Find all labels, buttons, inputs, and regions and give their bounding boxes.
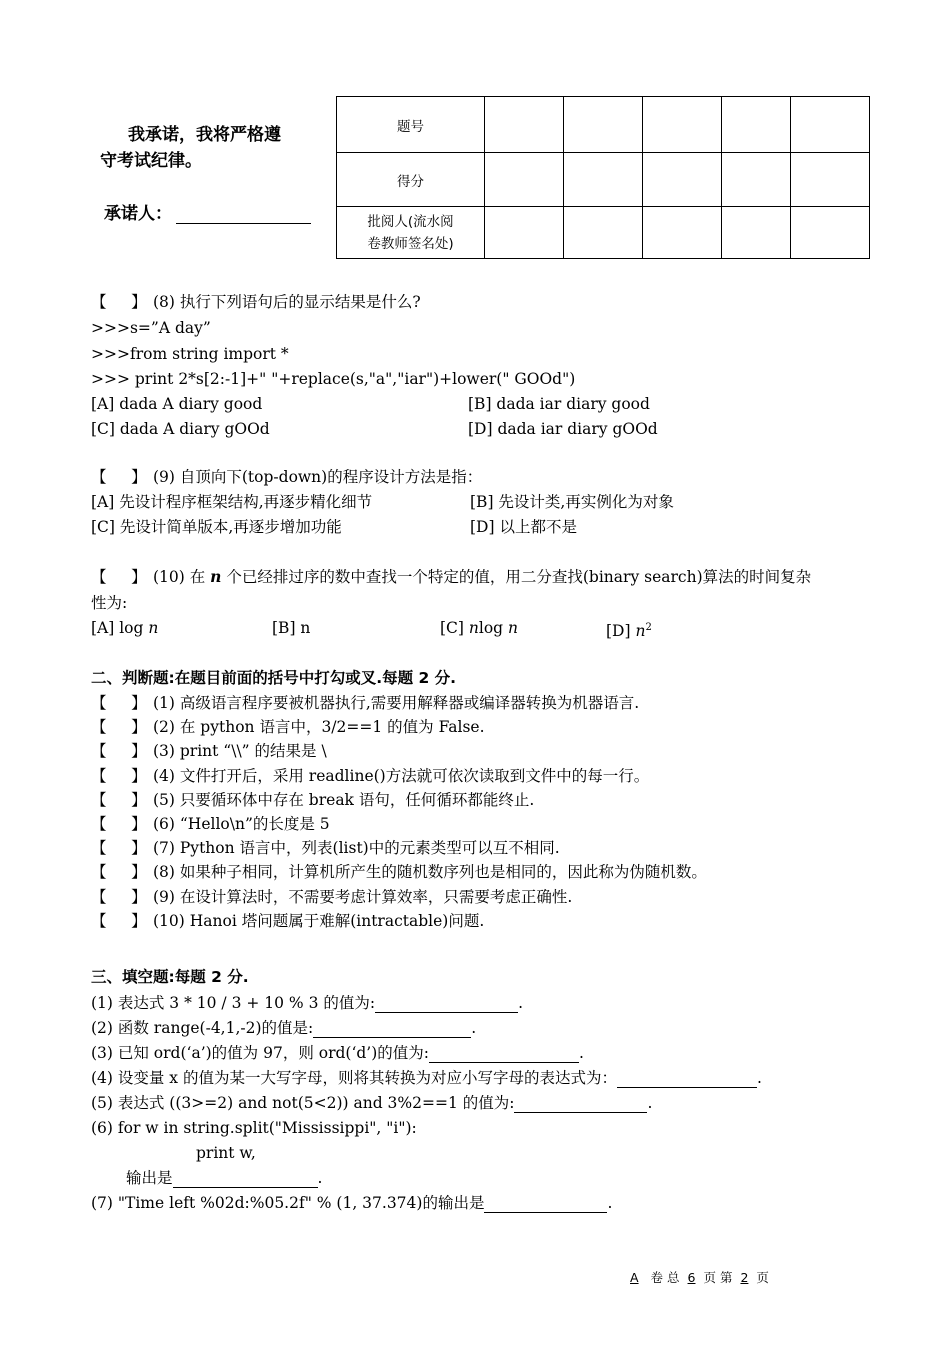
grader-label-line-1: 批阅人(流水阅 — [367, 213, 454, 230]
true-false-item — [91, 887, 572, 907]
true-false-text: (1) 高级语言程序要被机器执行,需要用解释器或编译器转换为机器语言. — [153, 694, 640, 712]
true-false-text: (8) 如果种子相同，计算机所产生的随机数序列也是相同的，因此称为伪随机数。 — [153, 863, 707, 882]
cell — [722, 97, 791, 153]
fill-blank-3: (3) 已知 ord(‘a’)的值为 97，则 ord(‘d’)的值为: . — [91, 1044, 584, 1062]
answer-bracket[interactable]: 【 】 — [91, 815, 147, 833]
row-question-number-label: 题号 — [337, 97, 485, 153]
answer-bracket[interactable]: 【 】 — [91, 293, 147, 311]
question-10-option-a: [A] log n — [91, 619, 159, 637]
answer-blank[interactable] — [375, 996, 518, 1013]
answer-bracket[interactable]: 【 】 — [91, 911, 147, 930]
answer-bracket[interactable]: 【 】 — [91, 790, 147, 809]
answer-bracket[interactable]: 【 】 — [91, 568, 147, 586]
page-footer — [622, 1268, 769, 1286]
answer-blank[interactable] — [173, 1171, 318, 1188]
question-8-option-b: [B] dada iar diary good — [468, 395, 650, 413]
cell — [485, 153, 564, 207]
answer-blank[interactable] — [429, 1046, 579, 1063]
question-8-stem: 【 】 (8) 执行下列语句后的显示结果是什么? — [91, 293, 421, 311]
fill-blank-5: (5) 表达式 ((3>=2) and not(5<2)) and 3%2==1 的值为: . — [91, 1094, 653, 1112]
question-8-code-1: >>>s=”A day” — [91, 319, 211, 337]
row-grader-label — [337, 207, 485, 259]
true-false-text: (10) Hanoi 塔问题属于难解(intractable)问题. — [153, 911, 485, 930]
true-false-text: (3) print “\\” 的结果是 \ — [153, 742, 327, 761]
true-false-text: (7) Python 语言中，列表(list)中的元素类型可以互不相同. — [153, 839, 560, 858]
cell — [791, 207, 870, 259]
cell — [643, 207, 722, 259]
true-false-item — [91, 693, 639, 713]
section-2-heading: 二、判断题:在题目前面的括号中打勾或叉.每题 2 分. — [91, 669, 457, 687]
cell — [722, 153, 791, 207]
question-9-option-d: [D] 以上都不是 — [470, 518, 577, 536]
question-8-code-3: >>> print 2*s[2:-1]+" "+replace(s,"a","iar")+lower(" GOOd") — [91, 370, 576, 388]
question-10-stem: 【 】 (10) 在 n 个已经排过序的数中查找一个特定的值，用二分查找(binary search)算法的时间复杂 — [91, 567, 812, 586]
cell — [564, 207, 643, 259]
answer-bracket[interactable]: 【 】 — [91, 468, 147, 486]
footer-text: 页 — [756, 1270, 769, 1285]
grader-label-line-2: 卷教师签名处) — [367, 235, 454, 252]
answer-bracket[interactable]: 【 】 — [91, 694, 147, 712]
total-pages: 6 — [687, 1270, 696, 1285]
cell — [643, 97, 722, 153]
question-9-option-a: [A] 先设计程序框架结构,再逐步精化细节 — [91, 493, 373, 511]
section-3-heading: 三、填空题:每题 2 分. — [91, 968, 249, 986]
fill-blank-7: (7) "Time left %02d:%05.2f" % (1, 37.374)的输出是 . — [91, 1194, 613, 1212]
question-9-stem: 【 】 (9) 自顶向下(top-down)的程序设计方法是指： — [91, 468, 483, 486]
answer-blank[interactable] — [484, 1196, 607, 1213]
pledge-line-2: 守考试纪律。 — [100, 151, 202, 171]
question-10-stem-line-2: 性为: — [91, 594, 128, 612]
true-false-text: (6) “Hello\n”的长度是 5 — [153, 815, 330, 833]
footer-text: 卷 总 — [650, 1270, 680, 1285]
footer-text: 页 第 — [703, 1270, 733, 1285]
cell — [564, 153, 643, 207]
answer-blank[interactable] — [514, 1096, 647, 1113]
pledge-signer — [104, 199, 311, 224]
true-false-item — [91, 741, 327, 761]
pledge-statement — [100, 122, 315, 174]
answer-bracket[interactable]: 【 】 — [91, 766, 147, 785]
cell — [485, 207, 564, 259]
true-false-item — [91, 717, 485, 737]
question-10-option-d: [D] $n^2$ — [606, 622, 652, 641]
true-false-item — [91, 766, 649, 786]
true-false-item — [91, 790, 534, 810]
score-table — [336, 96, 870, 259]
row-score-label: 得分 — [337, 153, 485, 207]
answer-bracket[interactable]: 【 】 — [91, 742, 147, 761]
page-number: 2 — [740, 1270, 749, 1285]
question-10-option-b: [B] n — [272, 619, 311, 637]
question-10-option-c: [C] nlog n — [440, 619, 518, 637]
question-9-option-b: [B] 先设计类,再实例化为对象 — [470, 493, 674, 511]
true-false-item — [91, 862, 707, 882]
cell — [564, 97, 643, 153]
cell — [485, 97, 564, 153]
answer-bracket[interactable]: 【 】 — [91, 887, 147, 906]
fill-blank-6-code-1: (6) for w in string.split("Mississippi", "i"): — [91, 1119, 417, 1137]
fill-blank-6-code-2: print w, — [196, 1144, 256, 1162]
fill-blank-2: (2) 函数 range(-4,1,-2)的值是: . — [91, 1019, 477, 1037]
true-false-text: (5) 只要循环体中存在 break 语句，任何循环都能终止. — [153, 790, 535, 809]
fill-blank-1: (1) 表达式 3 * 10 / 3 + 10 % 3 的值为: . — [91, 994, 524, 1012]
cell — [643, 153, 722, 207]
question-8-option-d: [D] dada iar diary gOOd — [468, 420, 658, 438]
pledge-line-1: 我承诺，我将严格遵 — [128, 125, 281, 145]
signer-label: 承诺人： — [104, 204, 172, 224]
true-false-item — [91, 814, 330, 834]
question-8-code-2: >>>from string import * — [91, 345, 289, 363]
question-8-option-a: [A] dada A diary good — [91, 395, 263, 413]
signer-blank[interactable] — [176, 205, 311, 224]
answer-blank[interactable] — [313, 1021, 471, 1038]
true-false-text: (9) 在设计算法时，不需要考虑计算效率，只需要考虑正确性. — [153, 887, 573, 906]
answer-bracket[interactable]: 【 】 — [91, 839, 147, 858]
cell — [722, 207, 791, 259]
fill-blank-6: 输出是 . — [126, 1169, 323, 1187]
question-8-option-c: [C] dada A diary gOOd — [91, 420, 270, 438]
cell — [791, 97, 870, 153]
answer-bracket[interactable]: 【 】 — [91, 718, 147, 737]
fill-blank-4: (4) 设变量 x 的值为某一大写字母，则将其转换为对应小写字母的表达式为： . — [91, 1069, 762, 1087]
paper-label: A — [630, 1270, 639, 1285]
true-false-item — [91, 838, 560, 858]
cell — [791, 153, 870, 207]
true-false-text: (2) 在 python 语言中，3/2==1 的值为 False. — [153, 718, 485, 737]
answer-blank[interactable] — [617, 1071, 757, 1088]
true-false-item — [91, 911, 484, 931]
question-9-option-c: [C] 先设计简单版本,再逐步增加功能 — [91, 518, 342, 536]
answer-bracket[interactable]: 【 】 — [91, 863, 147, 882]
true-false-text: (4) 文件打开后，采用 readline()方法就可依次读取到文件中的每一行。 — [153, 766, 650, 785]
